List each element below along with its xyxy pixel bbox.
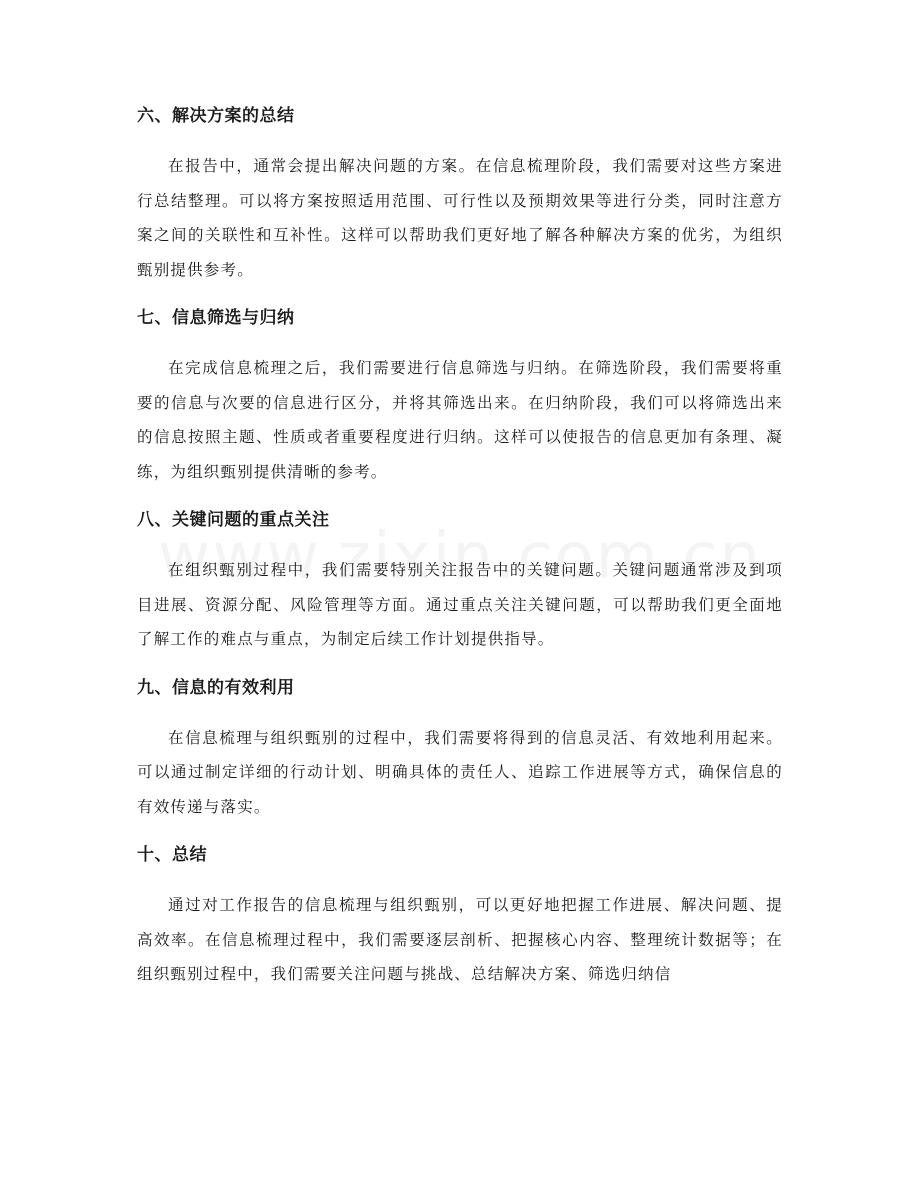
section-heading: 八、关键问题的重点关注 <box>137 510 330 530</box>
section-10 <box>137 843 783 992</box>
section-heading: 六、解决方案的总结 <box>137 106 295 126</box>
section-paragraph: 在完成信息梳理之后，我们需要进行信息筛选与归纳。在筛选阶段，我们需要将重要的信息与次要的信息进行区分，并将其筛选出来。在归纳阶段，我们可以将筛选出来的信息按照主题、性质或者重要程度进行归纳。这样可以使报告的信息更加有条理、凝练，为组织甄别提供清晰的参考。 <box>137 359 783 481</box>
section-9 <box>137 676 783 825</box>
section-paragraph: 在信息梳理与组织甄别的过程中，我们需要将得到的信息灵活、有效地利用起来。可以通过制定详细的行动计划、明确具体的责任人、追踪工作进展等方式，确保信息的有效传递与落实。 <box>137 728 783 816</box>
section-6 <box>137 104 783 287</box>
section-heading: 十、总结 <box>137 845 207 865</box>
section-paragraph: 在组织甄别过程中，我们需要特别关注报告中的关键问题。关键问题通常涉及到项目进展、资源分配、风险管理等方面。通过重点关注关键问题，可以帮助我们更全面地了解工作的难点与重点，为制定后续工作计划提供指导。 <box>137 561 783 648</box>
section-heading: 九、信息的有效利用 <box>137 677 295 698</box>
section-8 <box>137 508 783 657</box>
section-heading: 七、信息筛选与归纳 <box>137 308 295 328</box>
section-7 <box>137 306 783 489</box>
section-paragraph: 通过对工作报告的信息梳理与组织甄别，可以更好地把握工作进展、解决问题、提高效率。在信息梳理过程中，我们需要逐层剖析、把握核心内容、整理统计数据等；在组织甄别过程中，我们需要关注问题与挑战、总结解决方案、筛选归纳信 <box>137 896 783 983</box>
document-body <box>137 104 783 1011</box>
section-paragraph: 在报告中，通常会提出解决问题的方案。在信息梳理阶段，我们需要对这些方案进行总结整理。可以将方案按照适用范围、可行性以及预期效果等进行分类，同时注意方案之间的关联性和互补性。这样可以帮助我们更好地了解各种解决方案的优劣，为组织甄别提供参考。 <box>137 157 783 279</box>
